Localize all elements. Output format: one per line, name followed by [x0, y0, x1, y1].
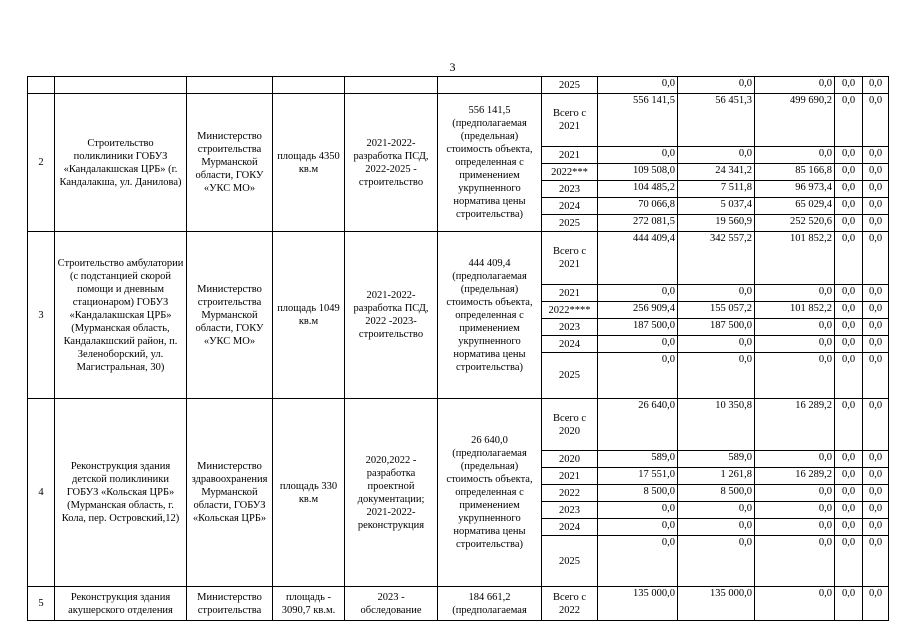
value-cell: 0,0	[835, 77, 863, 94]
row-number: 2	[28, 94, 55, 232]
budget-table	[27, 76, 889, 621]
value-cell: 155 057,2	[678, 302, 755, 319]
value-cell: 0,0	[863, 232, 889, 285]
value-cell: 0,0	[835, 451, 863, 468]
value-cell: 0,0	[863, 215, 889, 232]
value-cell: 0,0	[863, 302, 889, 319]
value-cell: 0,0	[863, 519, 889, 536]
value-cell: 272 081,5	[598, 215, 678, 232]
estimated-cost: 556 141,5 (предполагаемая (предельная) стоимость объекта, определенная с применением укрупненного норматива цены строительства)	[438, 94, 542, 232]
year-cell: 2025	[542, 536, 598, 587]
object-name: Реконструкция здания акушерского отделения	[55, 587, 187, 621]
row-number: 3	[28, 232, 55, 399]
customer: Министерство строительства Мурманской области, ГОКУ «УКС МО»	[187, 232, 273, 399]
value-cell: 0,0	[678, 77, 755, 94]
year-cell: 2024	[542, 198, 598, 215]
value-cell: 0,0	[863, 319, 889, 336]
empty-cell	[438, 77, 542, 94]
object-name: Реконструкция здания детской поликлиники ГОБУЗ «Кольская ЦРБ» (Мурманская область, г. Кола, пер. Островский,12)	[55, 399, 187, 587]
value-cell: 0,0	[598, 536, 678, 587]
empty-cell	[28, 77, 55, 94]
capacity: площадь 1049 кв.м	[273, 232, 345, 399]
value-cell: 589,0	[678, 451, 755, 468]
value-cell: 8 500,0	[598, 485, 678, 502]
value-cell: 0,0	[835, 285, 863, 302]
value-cell: 0,0	[863, 485, 889, 502]
value-cell: 0,0	[863, 285, 889, 302]
period: 2021-2022- разработка ПСД, 2022 -2023- строительство	[345, 232, 438, 399]
customer: Министерство строительства Мурманской области, ГОКУ «УКС МО»	[187, 94, 273, 232]
value-cell: 0,0	[863, 353, 889, 399]
page-number: 3	[449, 60, 456, 74]
year-cell: 2023	[542, 502, 598, 519]
year-cell: 2022***	[542, 164, 598, 181]
value-cell: 0,0	[598, 519, 678, 536]
period: 2021-2022- разработка ПСД, 2022-2025 - строительство	[345, 94, 438, 232]
value-cell: 0,0	[755, 536, 835, 587]
value-cell: 0,0	[835, 353, 863, 399]
value-cell: 342 557,2	[678, 232, 755, 285]
value-cell: 8 500,0	[678, 485, 755, 502]
year-cell: 2025	[542, 77, 598, 94]
year-cell: 2021	[542, 468, 598, 485]
value-cell: 0,0	[863, 336, 889, 353]
year-cell: Всего с 2020	[542, 399, 598, 451]
value-cell: 499 690,2	[755, 94, 835, 147]
year-cell: 2024	[542, 519, 598, 536]
value-cell: 0,0	[755, 319, 835, 336]
value-cell: 0,0	[863, 77, 889, 94]
value-cell: 0,0	[863, 181, 889, 198]
value-cell: 444 409,4	[598, 232, 678, 285]
value-cell: 7 511,8	[678, 181, 755, 198]
value-cell: 0,0	[863, 468, 889, 485]
year-cell: 2022****	[542, 302, 598, 319]
value-cell: 101 852,2	[755, 302, 835, 319]
value-cell: 56 451,3	[678, 94, 755, 147]
value-cell: 10 350,8	[678, 399, 755, 451]
value-cell: 0,0	[835, 164, 863, 181]
value-cell: 0,0	[863, 502, 889, 519]
year-cell: Всего с 2021	[542, 94, 598, 147]
year-cell: Всего с 2021	[542, 232, 598, 285]
value-cell: 0,0	[863, 587, 889, 621]
period: 2023 - обследование	[345, 587, 438, 621]
row-number: 4	[28, 399, 55, 587]
value-cell: 187 500,0	[598, 319, 678, 336]
value-cell: 24 341,2	[678, 164, 755, 181]
value-cell: 16 289,2	[755, 399, 835, 451]
value-cell: 0,0	[835, 147, 863, 164]
value-cell: 0,0	[598, 285, 678, 302]
value-cell: 252 520,6	[755, 215, 835, 232]
value-cell: 0,0	[755, 502, 835, 519]
value-cell: 0,0	[835, 319, 863, 336]
value-cell: 0,0	[835, 181, 863, 198]
table-row	[28, 587, 889, 621]
value-cell: 0,0	[755, 587, 835, 621]
value-cell: 0,0	[835, 302, 863, 319]
customer: Министерство строительства	[187, 587, 273, 621]
value-cell: 0,0	[835, 485, 863, 502]
estimated-cost: 444 409,4 (предполагаемая (предельная) стоимость объекта, определенная с применением укрупненного норматива цены строительства)	[438, 232, 542, 399]
object-name: Строительство поликлиники ГОБУЗ «Кандалакшская ЦРБ» (г. Кандалакша, ул. Данилова)	[55, 94, 187, 232]
empty-cell	[187, 77, 273, 94]
value-cell: 0,0	[755, 485, 835, 502]
value-cell: 96 973,4	[755, 181, 835, 198]
value-cell: 0,0	[755, 77, 835, 94]
value-cell: 0,0	[755, 285, 835, 302]
empty-cell	[273, 77, 345, 94]
value-cell: 0,0	[755, 147, 835, 164]
value-cell: 0,0	[678, 536, 755, 587]
capacity: площадь - 3090,7 кв.м.	[273, 587, 345, 621]
value-cell: 65 029,4	[755, 198, 835, 215]
value-cell: 0,0	[598, 502, 678, 519]
value-cell: 0,0	[835, 536, 863, 587]
value-cell: 0,0	[835, 468, 863, 485]
value-cell: 0,0	[678, 353, 755, 399]
value-cell: 589,0	[598, 451, 678, 468]
value-cell: 0,0	[835, 399, 863, 451]
object-name: Строительство амбулатории (с подстанцией скорой помощи и дневным стационаром) ГОБУЗ «Кандалакшская ЦРБ» (Мурманская область, Кандалакшский район, п. Зеленоборский, ул. Магистральная, 30)	[55, 232, 187, 399]
value-cell: 0,0	[835, 198, 863, 215]
year-cell: Всего с 2022	[542, 587, 598, 621]
value-cell: 0,0	[678, 519, 755, 536]
period: 2020,2022 - разработка проектной документации; 2021-2022- реконструкция	[345, 399, 438, 587]
value-cell: 0,0	[863, 198, 889, 215]
capacity: площадь 4350 кв.м	[273, 94, 345, 232]
value-cell: 0,0	[598, 353, 678, 399]
year-cell: 2023	[542, 319, 598, 336]
value-cell: 0,0	[863, 94, 889, 147]
table-row	[28, 77, 889, 94]
year-cell: 2021	[542, 285, 598, 302]
value-cell: 0,0	[863, 147, 889, 164]
value-cell: 26 640,0	[598, 399, 678, 451]
value-cell: 0,0	[835, 232, 863, 285]
value-cell: 0,0	[835, 215, 863, 232]
value-cell: 0,0	[755, 519, 835, 536]
row-number: 5	[28, 587, 55, 621]
value-cell: 5 037,4	[678, 198, 755, 215]
value-cell: 0,0	[598, 147, 678, 164]
value-cell: 187 500,0	[678, 319, 755, 336]
estimated-cost: 26 640,0 (предполагаемая (предельная) стоимость объекта, определенная с применением укрупненного норматива цены строительства)	[438, 399, 542, 587]
value-cell: 19 560,9	[678, 215, 755, 232]
value-cell: 0,0	[678, 285, 755, 302]
estimated-cost: 184 661,2 (предполагаемая	[438, 587, 542, 621]
value-cell: 0,0	[835, 502, 863, 519]
value-cell: 85 166,8	[755, 164, 835, 181]
year-cell: 2025	[542, 353, 598, 399]
value-cell: 0,0	[755, 336, 835, 353]
value-cell: 0,0	[755, 353, 835, 399]
table-row	[28, 232, 889, 285]
value-cell: 0,0	[835, 587, 863, 621]
value-cell: 0,0	[678, 147, 755, 164]
table-row	[28, 399, 889, 451]
value-cell: 135 000,0	[678, 587, 755, 621]
value-cell: 17 551,0	[598, 468, 678, 485]
value-cell: 556 141,5	[598, 94, 678, 147]
customer: Министерство здравоохранения Мурманской области, ГОБУЗ «Кольская ЦРБ»	[187, 399, 273, 587]
value-cell: 0,0	[835, 94, 863, 147]
year-cell: 2025	[542, 215, 598, 232]
empty-cell	[345, 77, 438, 94]
value-cell: 0,0	[863, 451, 889, 468]
year-cell: 2024	[542, 336, 598, 353]
value-cell: 0,0	[835, 519, 863, 536]
empty-cell	[55, 77, 187, 94]
value-cell: 0,0	[678, 502, 755, 519]
value-cell: 1 261,8	[678, 468, 755, 485]
value-cell: 70 066,8	[598, 198, 678, 215]
value-cell: 0,0	[598, 77, 678, 94]
value-cell: 0,0	[863, 399, 889, 451]
capacity: площадь 330 кв.м	[273, 399, 345, 587]
year-cell: 2020	[542, 451, 598, 468]
value-cell: 0,0	[598, 336, 678, 353]
value-cell: 104 485,2	[598, 181, 678, 198]
value-cell: 0,0	[755, 451, 835, 468]
table-row	[28, 94, 889, 147]
year-cell: 2023	[542, 181, 598, 198]
value-cell: 101 852,2	[755, 232, 835, 285]
value-cell: 109 508,0	[598, 164, 678, 181]
value-cell: 0,0	[863, 164, 889, 181]
value-cell: 16 289,2	[755, 468, 835, 485]
value-cell: 0,0	[835, 336, 863, 353]
year-cell: 2021	[542, 147, 598, 164]
value-cell: 0,0	[678, 336, 755, 353]
year-cell: 2022	[542, 485, 598, 502]
value-cell: 0,0	[863, 536, 889, 587]
value-cell: 256 909,4	[598, 302, 678, 319]
value-cell: 135 000,0	[598, 587, 678, 621]
